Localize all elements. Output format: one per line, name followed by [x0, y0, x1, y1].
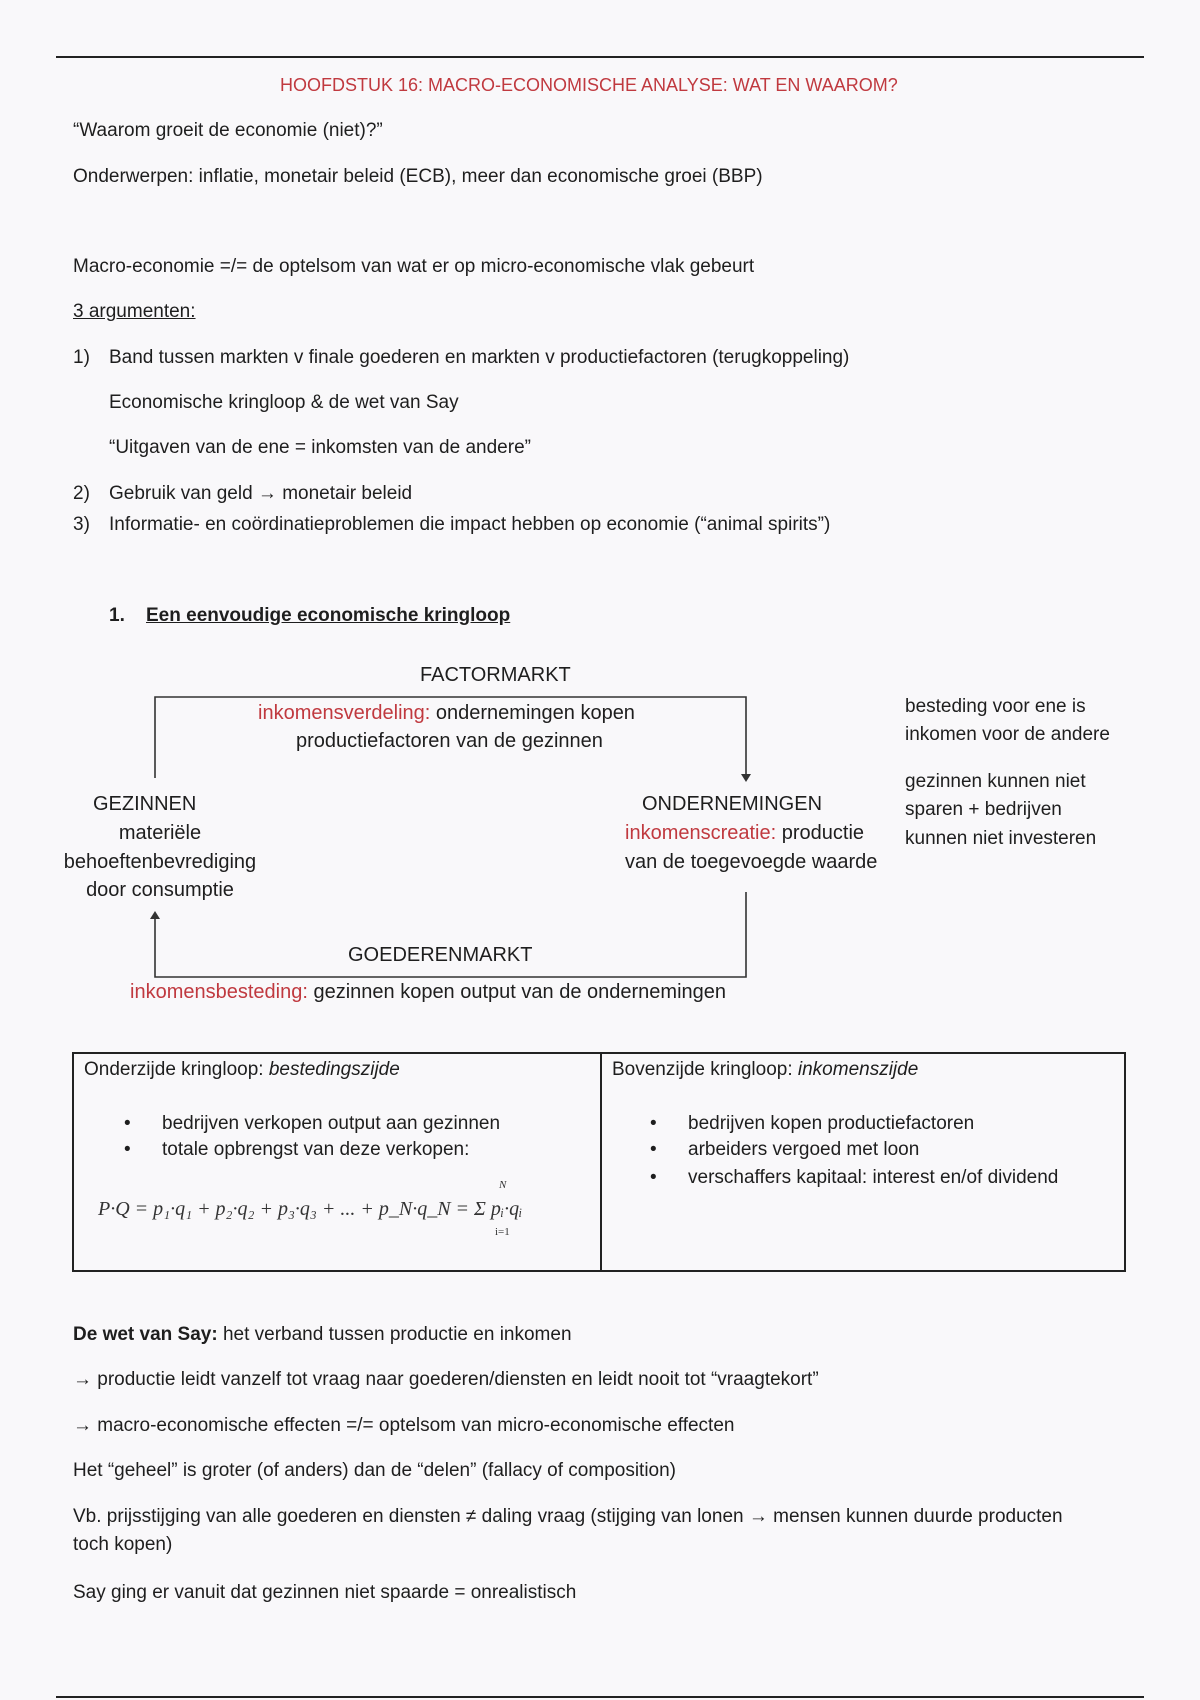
bullet: • [650, 1139, 657, 1160]
table-header [612, 1059, 918, 1081]
say-line: Het “geheel” is groter (of anders) dan de “delen” (fallacy of composition) [73, 1460, 677, 1481]
bottom-rule [56, 1696, 1144, 1698]
say-line: toch kopen) [73, 1534, 173, 1555]
sum-upper-limit: N [499, 1179, 507, 1191]
inkomensverdeling-text: ondernemingen kopen [435, 702, 635, 724]
section-title: Een eenvoudige economische kringloop [146, 605, 511, 626]
list-item-text: totale opbrengst van deze verkopen: [162, 1139, 470, 1160]
gezinnen-label: GEZINNEN [93, 793, 197, 815]
table-header [84, 1059, 400, 1081]
inkomenscreatie-line1 [625, 822, 864, 845]
side-note: inkomen voor de andere [905, 724, 1110, 745]
page-title: HOOFDSTUK 16: MACRO-ECONOMISCHE ANALYSE: WAT EN WAAROM? [280, 75, 898, 95]
side-note: sparen + bedrijven [905, 799, 1062, 820]
argument-sub: Economische kringloop & de wet van Say [109, 392, 459, 413]
argument-number: 2) [73, 483, 90, 504]
argument-text: Informatie- en coördinatieproblemen die impact hebben op economie (“animal spirits”) [109, 514, 831, 535]
down-arrowhead [741, 774, 751, 782]
bullet: • [124, 1139, 131, 1160]
table-header-italic: inkomenszijde [797, 1059, 919, 1080]
side-note: gezinnen kunnen niet [905, 771, 1086, 792]
say-text: het verband tussen productie en inkomen [217, 1324, 572, 1345]
side-note: kunnen niet investeren [905, 828, 1097, 849]
table-col-bestedingszijde [74, 1054, 602, 1270]
bullet: • [124, 1113, 131, 1134]
say-label: De wet van Say: [73, 1324, 218, 1345]
section-number: 1. [109, 605, 125, 626]
list-item-text: verschaffers kapitaal: interest en/of dividend [688, 1167, 1059, 1188]
goederenmarkt-label: GOEDERENMARKT [348, 944, 533, 966]
gezinnen-desc: behoeftenbevrediging [63, 851, 257, 873]
intro-topics: Onderwerpen: inflatie, monetair beleid (ECB), meer dan economische groei (BBP) [73, 166, 763, 187]
table-col-inkomenszijde [602, 1054, 1124, 1270]
sum-lower-limit: i=1 [495, 1226, 510, 1238]
say-line: → macro-economische effecten =/= optelsom van micro-economische effecten [73, 1415, 735, 1436]
say-line: Say ging er vanuit dat gezinnen niet spaarde = onrealistisch [73, 1582, 577, 1603]
kringloop-table [72, 1052, 1126, 1272]
gezinnen-desc: materiële [118, 822, 202, 844]
say-line: Vb. prijsstijging van alle goederen en diensten ≠ daling vraag (stijging van lonen → mensen kunnen duurde producten [73, 1506, 1063, 1527]
gezinnen-desc: door consumptie [86, 879, 234, 901]
intro-question: “Waarom groeit de economie (niet)?” [73, 120, 383, 141]
factormarkt-label: FACTORMARKT [420, 664, 571, 686]
inkomenscreatie-line2: van de toegevoegde waarde [625, 851, 878, 873]
table-header-italic: bestedingszijde [268, 1059, 400, 1080]
list-item-text: bedrijven kopen productiefactoren [688, 1113, 975, 1134]
ondernemingen-label: ONDERNEMINGEN [642, 793, 823, 815]
say-line: → productie leidt vanzelf tot vraag naar goederen/diensten en leidt nooit tot “vraagtekort” [73, 1369, 819, 1390]
argument-text: Gebruik van geld → monetair beleid [109, 483, 413, 504]
argument-number: 3) [73, 514, 90, 535]
inkomenscreatie-text: productie [781, 822, 865, 844]
argument-number: 1) [73, 347, 90, 368]
inkomensverdeling-label: inkomensverdeling: [258, 702, 431, 724]
arguments-heading: 3 argumenten: [73, 301, 196, 322]
inkomensbesteding-line [130, 981, 726, 1004]
inkomensverdeling-line1 [258, 702, 635, 725]
inkomensverdeling-line2: productiefactoren van de gezinnen [296, 730, 603, 752]
inkomenscreatie-label: inkomenscreatie: [625, 822, 777, 844]
side-note: besteding voor ene is [905, 696, 1086, 717]
say-heading [73, 1324, 572, 1346]
table-header-plain: Onderzijde kringloop: [84, 1059, 269, 1080]
macro-definition: Macro-economie =/= de optelsom van wat er op micro-economische vlak gebeurt [73, 256, 755, 277]
bullet: • [650, 1167, 657, 1188]
revenue-formula: P·Q = p₁·q₁ + p₂·q₂ + p₃·q₃ + ... + p_N·q_N = Σ pᵢ·qᵢ [98, 1198, 523, 1220]
list-item-text: bedrijven verkopen output aan gezinnen [162, 1113, 501, 1134]
table-header-plain: Bovenzijde kringloop: [612, 1059, 798, 1080]
inkomensbesteding-text: gezinnen kopen output van de ondernemingen [313, 981, 727, 1003]
up-arrowhead [150, 911, 160, 919]
bullet: • [650, 1113, 657, 1134]
list-item-text: arbeiders vergoed met loon [688, 1139, 920, 1160]
argument-sub: “Uitgaven van de ene = inkomsten van de andere” [109, 437, 531, 458]
inkomensbesteding-label: inkomensbesteding: [130, 981, 308, 1003]
argument-text: Band tussen markten v finale goederen en markten v productiefactoren (terugkoppeling) [109, 347, 850, 368]
